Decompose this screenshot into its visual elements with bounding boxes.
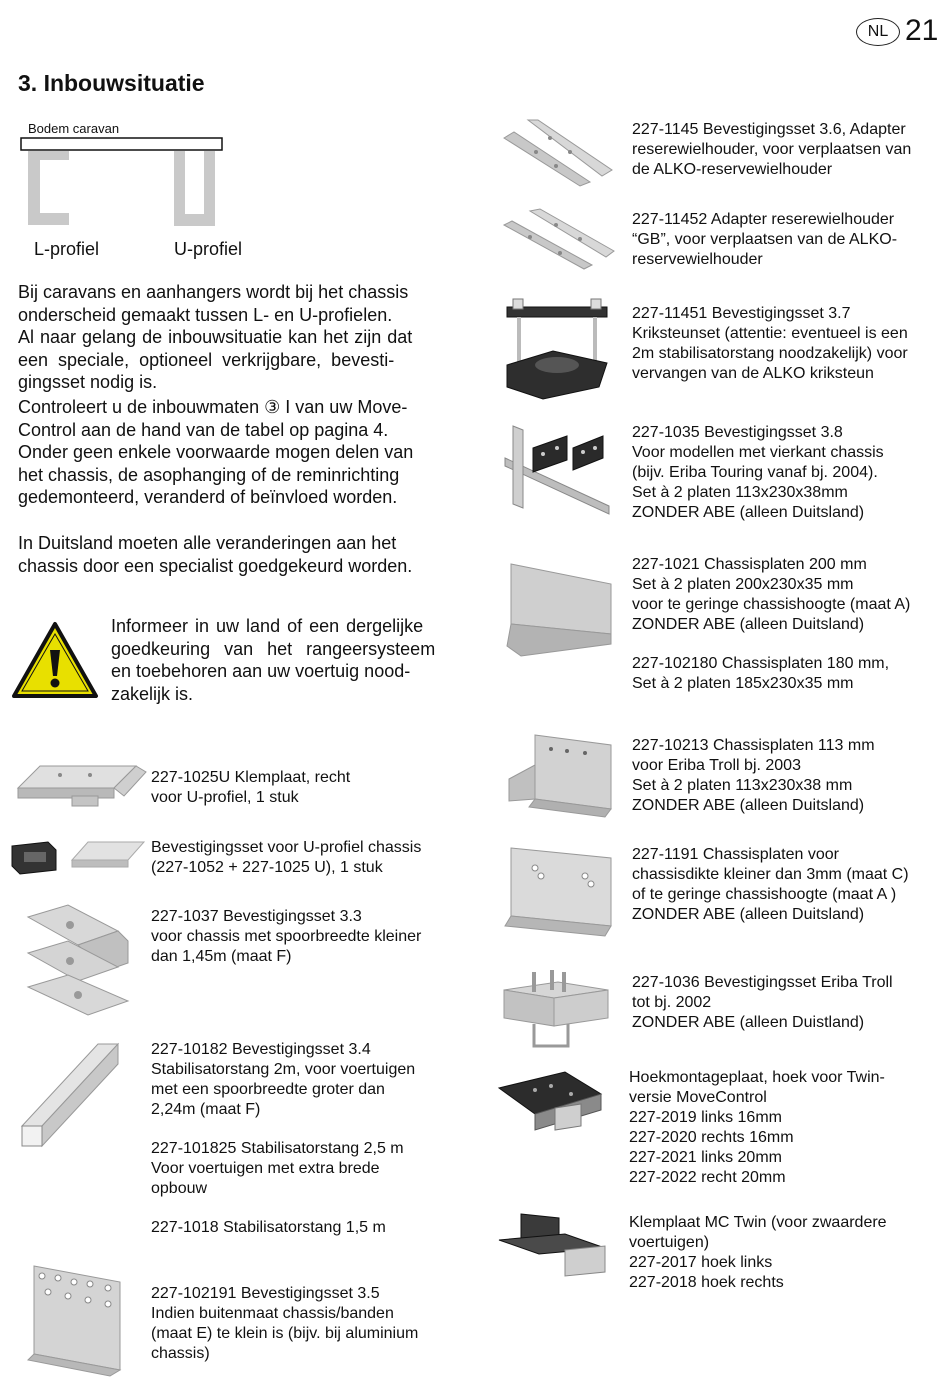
intro-paragraph-2: Al naar gelang de inbouwsituatie kan het zijn dat een speciale, optioneel verkrijgbare, bevesti- gingsset nodig is. bbox=[18, 327, 413, 392]
clamp-plate-u-image bbox=[10, 760, 140, 810]
warning-triangle-icon bbox=[10, 620, 100, 700]
stabilizer-bar-image bbox=[18, 1040, 133, 1150]
language-badge: NL bbox=[856, 18, 900, 46]
profile-diagram bbox=[0, 0, 260, 240]
item-227-101825: 227-101825 Stabilisatorstang 2,5 m Voor voertuigen met extra brede opbouw bbox=[151, 1140, 404, 1197]
u-profile-set-image bbox=[8, 836, 143, 880]
warning-text: Informeer in uw land of een dergelijke goedkeuring van het rangeersysteem en toebehoren aan uw voertuig nood- zakelijk is. bbox=[111, 616, 436, 704]
item-227-1037: 227-1037 Bevestigingsset 3.3 voor chassis met spoorbreedte kleiner dan 1,45m (maat F) bbox=[151, 908, 422, 965]
item-227-102191: 227-102191 Bevestigingsset 3.5 Indien buitenmaat chassis/banden (maat E) te klein is (bijv. bij aluminium chassis) bbox=[151, 1285, 419, 1362]
item-227-1025u: 227-1025U Klemplaat, recht voor U-profiel, 1 stuk bbox=[151, 769, 351, 806]
item-corner-mounting-plate: Hoekmontageplaat, hoek voor Twin- versie MoveControl 227-2019 links 16mm 227-2020 rechts 16mm 227-2021 links 20mm 227-2022 recht 20mm bbox=[629, 1069, 885, 1186]
adapter-gb-image bbox=[500, 207, 618, 269]
set-3-5-image bbox=[28, 1262, 128, 1377]
u-profile-label: U-profiel bbox=[174, 239, 243, 259]
item-227-1035: 227-1035 Bevestigingsset 3.8 Voor modellen met vierkant chassis (bijv. Eriba Touring vanaf bj. 2004). Set à 2 platen 113x230x38mm ZONDER ABE (alleen Duitsland) bbox=[632, 424, 884, 521]
set-3-8-image bbox=[503, 418, 613, 518]
item-clamp-plate-mc-twin: Klemplaat MC Twin (voor zwaardere voertuigen) 227-2017 hoek links 227-2018 hoek rechts bbox=[629, 1214, 887, 1291]
chassis-plate-200-image bbox=[505, 562, 615, 662]
section-title: 3. Inbouwsituatie bbox=[18, 70, 205, 96]
corner-mounting-plate-image bbox=[495, 1068, 610, 1138]
intro-paragraph-4: In Duitsland moeten alle veranderingen aan het chassis door een specialist goedgekeurd worden. bbox=[18, 533, 413, 576]
item-227-102180: 227-102180 Chassisplaten 180 mm, Set à 2 platen 185x230x35 mm bbox=[632, 655, 890, 692]
l-profile-shape bbox=[28, 151, 69, 225]
intro-paragraph-1: Bij caravans en aanhangers wordt bij het chassis onderscheid gemaakt tussen L- en U-profielen. bbox=[18, 282, 409, 325]
item-227-11451: 227-11451 Bevestigingsset 3.7 Kriksteunset (attentie: eventueel is een 2m stabilisatorstang noodzakelijk) voor vervangen van de ALKO kriksteun bbox=[632, 305, 908, 382]
intro-paragraph-3: Controleert u de inbouwmaten ③ I van uw Move- Control aan de hand van de tabel op pagina 4. Onder geen enkele voorwaarde mogen delen van het chassis, de asophanging of de reminrichting gedemonteerd, veranderd of beïnvloed worden. bbox=[18, 397, 414, 507]
floor-label: Bodem caravan bbox=[28, 121, 120, 136]
jack-support-set-image bbox=[503, 295, 613, 407]
set-3-6-image bbox=[500, 116, 615, 184]
item-227-10213: 227-10213 Chassisplaten 113 mm voor Eriba Troll bj. 2003 Set à 2 platen 113x230x38 mm ZONDER ABE (alleen Duitsland) bbox=[632, 737, 875, 814]
l-profile-label: L-profiel bbox=[34, 239, 100, 259]
chassis-plate-1191-image bbox=[505, 846, 615, 938]
item-227-1191: 227-1191 Chassisplaten voor chassisdikte kleiner dan 3mm (maat C) of te geringe chassishoogte (maat A ) ZONDER ABE (alleen Duitsland) bbox=[632, 846, 909, 923]
item-227-10182: 227-10182 Bevestigingsset 3.4 Stabilisatorstang 2m, voor voertuigen met een spoorbreedte groter dan 2,24m (maat F) bbox=[151, 1041, 416, 1118]
item-227-1145: 227-1145 Bevestigingsset 3.6, Adapter reserewielhouder, voor verplaatsen van de ALKO-reservewielhouder bbox=[632, 121, 912, 178]
item-227-1036: 227-1036 Bevestigingsset Eriba Troll tot bj. 2002 ZONDER ABE (alleen Duistland) bbox=[632, 974, 893, 1031]
page-number: 21 bbox=[905, 14, 939, 47]
u-profile-shape bbox=[174, 151, 215, 226]
clamp-plate-mc-twin-image bbox=[495, 1210, 613, 1280]
item-227-1021: 227-1021 Chassisplaten 200 mm Set à 2 platen 200x230x35 mm voor te geringe chassishoogte (maat A) ZONDER ABE (alleen Duitsland) bbox=[632, 556, 911, 633]
item-227-11452: 227-11452 Adapter reserewielhouder “GB”, voor verplaatsen van de ALKO- reservewielhouder bbox=[632, 211, 898, 268]
caravan-floor bbox=[21, 138, 222, 150]
item-227-1018: 227-1018 Stabilisatorstang 1,5 m bbox=[151, 1219, 386, 1236]
item-u-profile-set: Bevestigingsset voor U-profiel chassis (227-1052 + 227-1025 U), 1 stuk bbox=[151, 839, 422, 876]
eriba-troll-set-image bbox=[498, 968, 613, 1052]
chassis-plate-113-image bbox=[505, 731, 615, 821]
set-3-3-image bbox=[18, 903, 133, 1018]
